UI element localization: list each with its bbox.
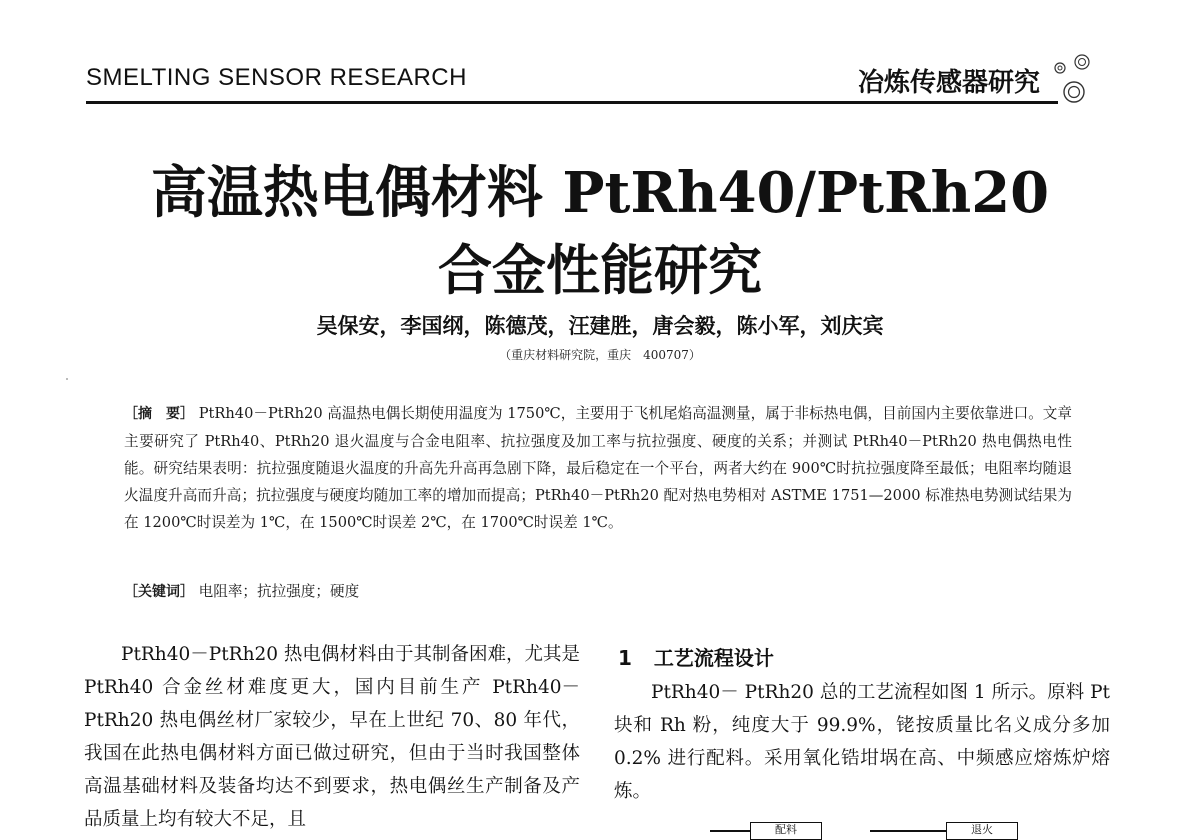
abstract (124, 400, 1072, 536)
keywords-text: 电阻率；抗拉强度；硬度 (198, 583, 360, 600)
abstract-text: PtRh40－PtRh20 高温热电偶长期使用温度为 1750℃，主要用于飞机尾焰高温测量，属于非标热电偶，目前国内主要依靠进口。文章主要研究了 PtRh40、PtRh20 退火温度与合金电阻率、抗拉强度及加工率与抗拉强度、硬度的关系；并测试 PtRh40－PtRh20 热电偶热电性能。研究结果表明：抗拉强度随退火温度的升高先升高再急剧下降，最后稳定在一个平台，两者大约在 900℃时抗拉强度降至最低；电阻率均随退火温度升高而升高；抗拉强度与硬度均随加工率的增加而提高；PtRh40－PtRh20 配对热电势相对 ASTME 1751—2000 标准热电势测试结果为在 1200℃时误差为 1℃，在 1500℃时误差 2℃，在 1700℃时误差 1℃。 (124, 405, 1073, 531)
journal-header-english: SMELTING SENSOR RESEARCH (86, 64, 467, 91)
section-title: 工艺流程设计 (653, 646, 774, 670)
flow-connector-left (710, 830, 750, 832)
affiliation: （重庆材料研究院，重庆 400707） (499, 348, 701, 362)
header-rule (86, 101, 1058, 104)
keywords-label: ［关键词］ (124, 584, 194, 600)
flow-box-annealing: 退火 (946, 822, 1018, 840)
journal-header-chinese: 冶炼传感器研究 (858, 68, 1041, 98)
flow-box-ingredients: 配料 (750, 822, 822, 840)
rings-logo-icon (1050, 44, 1098, 104)
author-list: 吴保安，李国纲，陈德茂，汪建胜，唐会毅，陈小军，刘庆宾 (316, 314, 884, 338)
section-heading (618, 642, 774, 671)
scan-mark (66, 378, 68, 380)
body-text-left-column: PtRh40－PtRh20 热电偶材料由于其制备困难，尤其是 PtRh40 合金丝材难度更大，国内目前生产 PtRh40－PtRh20 热电偶丝材厂家较少，早在上世纪 70、80 年代，我国在此热电偶材料方面已做过研究，但由于当时我国整体高温基础材料及装备均达不到要求，热电偶丝生产制备及产品质量上均有较大不足，且 (84, 644, 580, 830)
paper-title-line-1: 高温热电偶材料 PtRh40/PtRh20 (150, 160, 1050, 226)
flow-connector-middle (870, 830, 946, 832)
keywords (124, 578, 1072, 606)
section-number: 1 (618, 646, 632, 670)
section-1-text: PtRh40－ PtRh20 总的工艺流程如图 1 所示。原料 Pt 块和 Rh 粉，纯度大于 99.9%，铑按质量比名义成分多加 0.2% 进行配料。采用氧化锆坩埚在高、中频感应熔炼炉熔炼。 (614, 682, 1110, 802)
paper-title-line-2: 合金性能研究 (438, 238, 762, 302)
abstract-label: ［摘 要］ (124, 406, 195, 422)
